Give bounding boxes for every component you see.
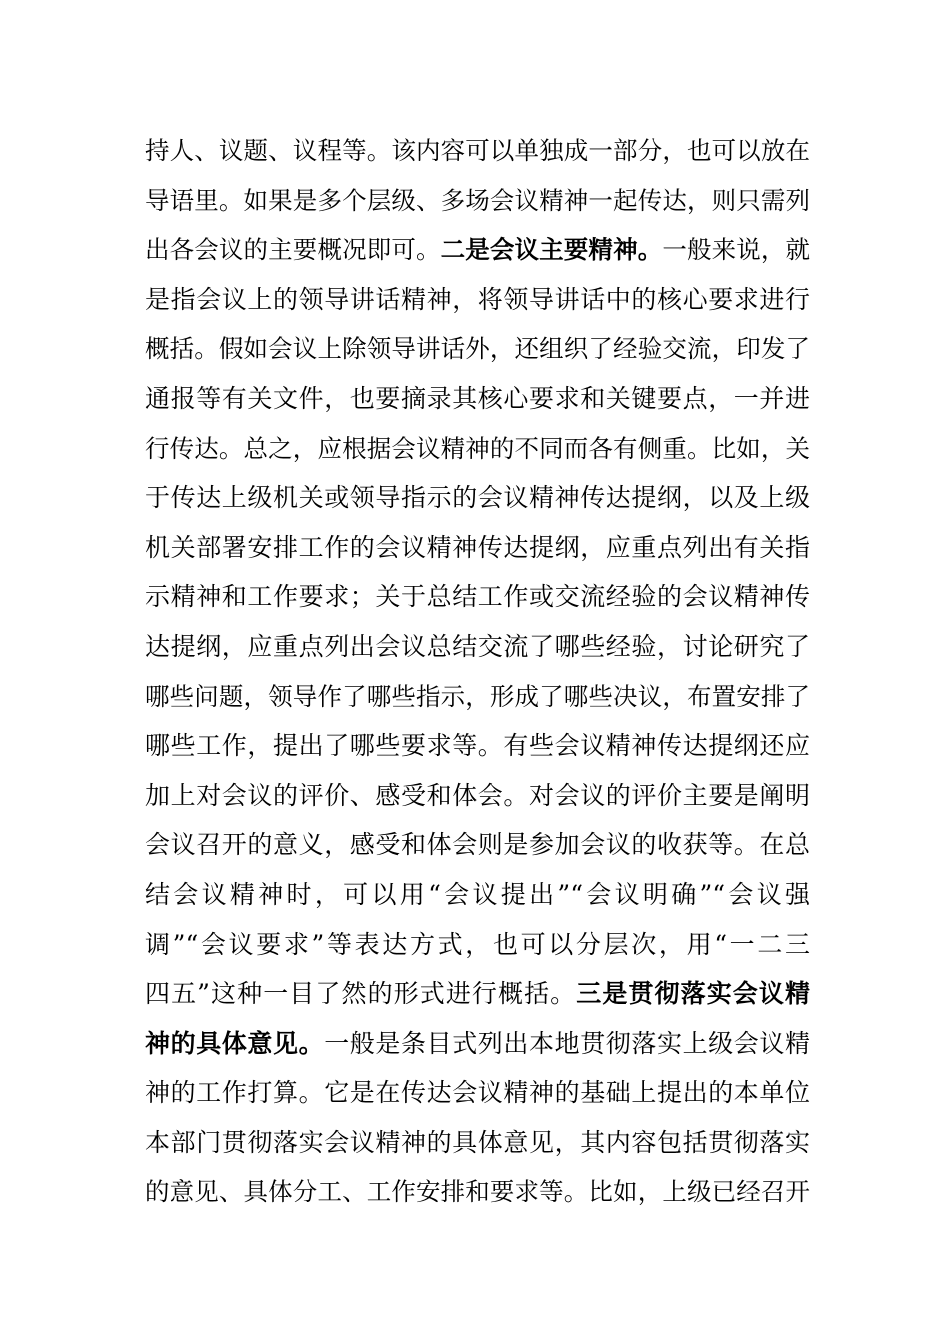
text-line: 结会议精神时，可以用“会议提出”“会议明确”“会议强: [145, 879, 810, 909]
text-line: 出各会议的主要概况即可。二是会议主要精神。一般来说，就: [145, 235, 810, 265]
text-line: 神的工作打算。它是在传达会议精神的基础上提出的本单位: [145, 1078, 810, 1108]
text-line: 机关部署安排工作的会议精神传达提纲，应重点列出有关指: [145, 532, 810, 562]
text-line: 加上对会议的评价、感受和体会。对会议的评价主要是阐明: [145, 780, 810, 810]
text-line: 会议召开的意义，感受和体会则是参加会议的收获等。在总: [145, 830, 810, 860]
text-line: 示精神和工作要求；关于总结工作或交流经验的会议精神传: [145, 582, 810, 612]
text-line: 持人、议题、议程等。该内容可以单独成一部分，也可以放在: [145, 136, 810, 165]
text-line: 神的具体意见。一般是条目式列出本地贯彻落实上级会议精: [145, 1028, 810, 1058]
text-line: 哪些工作，提出了哪些要求等。有些会议精神传达提纲还应: [145, 731, 810, 761]
text-line: 于传达上级机关或领导指示的会议精神传达提纲，以及上级: [145, 483, 810, 513]
text-line: 的意见、具体分工、工作安排和要求等。比如，上级已经召开: [145, 1177, 810, 1207]
section-heading-3: 三是贯彻落实会议精: [576, 979, 810, 1009]
text-line: 达提纲，应重点列出会议总结交流了哪些经验，讨论研究了: [145, 631, 810, 661]
text-line: 导语里。如果是多个层级、多场会议精神一起传达，则只需列: [145, 185, 810, 215]
text-line: 行传达。总之，应根据会议精神的不同而各有侧重。比如，关: [145, 433, 810, 463]
text-line: 是指会议上的领导讲话精神，将领导讲话中的核心要求进行: [145, 284, 810, 314]
section-heading-2: 二是会议主要精神。: [440, 235, 663, 265]
text-line: 调”“会议要求”等表达方式，也可以分层次，用“一二三: [145, 929, 810, 959]
text-line: 四五”这种一目了然的形式进行概括。三是贯彻落实会议精: [145, 979, 810, 1009]
body-text: [145, 126, 810, 1217]
text-line: 概括。假如会议上除领导讲话外，还组织了经验交流，印发了: [145, 334, 810, 364]
section-heading-3-cont: 神的具体意见。: [145, 1028, 325, 1058]
text-line: 哪些问题，领导作了哪些指示，形成了哪些决议，布置安排了: [145, 681, 810, 711]
text-line: 通报等有关文件，也要摘录其核心要求和关键要点，一并进: [145, 383, 810, 413]
text-line: 本部门贯彻落实会议精神的具体意见，其内容包括贯彻落实: [145, 1127, 810, 1157]
